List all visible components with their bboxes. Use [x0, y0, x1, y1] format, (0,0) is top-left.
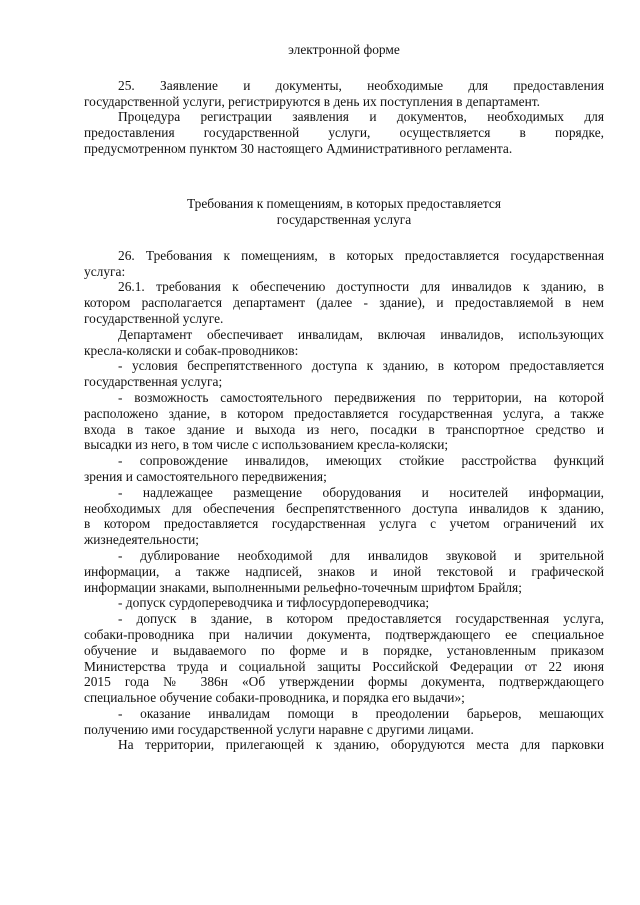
text-line: - дублирование необходимой для инвалидов звуковой и зрительной [118, 547, 604, 563]
list-item [84, 706, 604, 738]
heading-line: государственная услуга [276, 211, 412, 227]
text-line: государственная услуга; [84, 374, 223, 390]
section-heading [84, 196, 604, 228]
text-line: 2015 года № 386н «Об утверждении формы документа, подтверждающего [84, 674, 604, 690]
text-line: - допуск в здание, в котором предоставляется государственная услуга, [118, 611, 604, 627]
paragraph-25 [84, 78, 604, 110]
text-line: 26.1. требования к обеспечению доступности для инвалидов к зданию, в [118, 279, 604, 295]
text-line: - условия беспрепятственного доступа к зданию, в котором предоставляется [118, 358, 604, 374]
list-item [84, 611, 604, 706]
list-item [84, 453, 604, 485]
text-line: 25. Заявление и документы, необходимые для предоставления [118, 77, 604, 93]
text-line: услуга: [84, 263, 126, 279]
list-item [84, 548, 604, 595]
text-line: государственной услуги, регистрируются в день их поступления в департамент. [84, 93, 540, 109]
text-line: высадки из него, в том числе с использованием кресла-коляски; [84, 437, 449, 453]
text-line: государственной услуге. [84, 310, 224, 326]
text-line: жизнедеятельности; [84, 532, 200, 548]
text-line: 26. Требования к помещениям, в которых предоставляется государственная [118, 247, 604, 263]
text-line: Процедура регистрации заявления и документов, необходимых для [118, 109, 604, 125]
text-line: информации, а также надписей, знаков и иной текстовой и графической [84, 563, 604, 579]
paragraph-26-1 [84, 279, 604, 326]
text-line: зрения и самостоятельного передвижения; [84, 468, 327, 484]
text-line: - оказание инвалидам помощи в преодолении барьеров, мешающих [118, 705, 604, 721]
text-line: необходимых для обеспечения беспрепятственного доступа инвалидов к зданию, [84, 500, 604, 516]
text-line: специальное обучение собаки-проводника, и порядка его выдачи»; [84, 690, 465, 706]
paragraph-26 [84, 248, 604, 280]
text-line: - сопровождение инвалидов, имеющих стойкие расстройства функций [118, 453, 604, 469]
text-line: в котором предоставляется государственная услуга с учетом ограничений их [84, 516, 604, 532]
text-line: - надлежащее размещение оборудования и носителей информации, [118, 484, 604, 500]
text-line: расположено здание, в котором предоставляется государственная услуга, а также [84, 405, 604, 421]
paragraph-department [84, 327, 604, 359]
text-line: входа в такое здание и выхода из него, посадки в транспортное средство и [84, 421, 604, 437]
text-line: На территории, прилегающей к зданию, оборудуются места для парковки [118, 737, 604, 753]
text-line: - возможность самостоятельного передвижения по территории, на которой [118, 389, 604, 405]
text-line: кресла-коляски и собак-проводников: [84, 342, 299, 358]
text-line: предоставления государственной услуги, осуществляется в порядке, [84, 125, 604, 141]
document-page [84, 42, 604, 753]
heading-line: Требования к помещениям, в которых предоставляется [186, 195, 502, 211]
list-item [84, 390, 604, 453]
text-line: собаки-проводника при наличии документа, подтверждающего ее специальное [84, 626, 604, 642]
list-item [84, 595, 604, 611]
list-item [84, 358, 604, 390]
text-line: - допуск сурдопереводчика и тифлосурдопереводчика; [118, 595, 430, 611]
text-line: предусмотренном пунктом 30 настоящего Административного регламента. [84, 140, 513, 156]
text-line: Министерства труда и социальной защиты Российской Федерации от 22 июня [84, 658, 604, 674]
list-item [84, 485, 604, 548]
text-line: информации знаками, выполненными рельефно-точечным шрифтом Брайля; [84, 579, 522, 595]
text-line: котором располагается департамент (далее - здание), и предоставляемой в нем [84, 295, 604, 311]
text-line: Департамент обеспечивает инвалидам, включая инвалидов, использующих [118, 326, 604, 342]
text-line: обучение и выдаваемого по форме и в порядке, установленным приказом [84, 642, 604, 658]
paragraph-25-registration [84, 109, 604, 156]
top-line: электронной форме [288, 42, 400, 57]
paragraph-parking [84, 737, 604, 753]
text-line: получению ими государственной услуги наравне с другими лицами. [84, 721, 474, 737]
